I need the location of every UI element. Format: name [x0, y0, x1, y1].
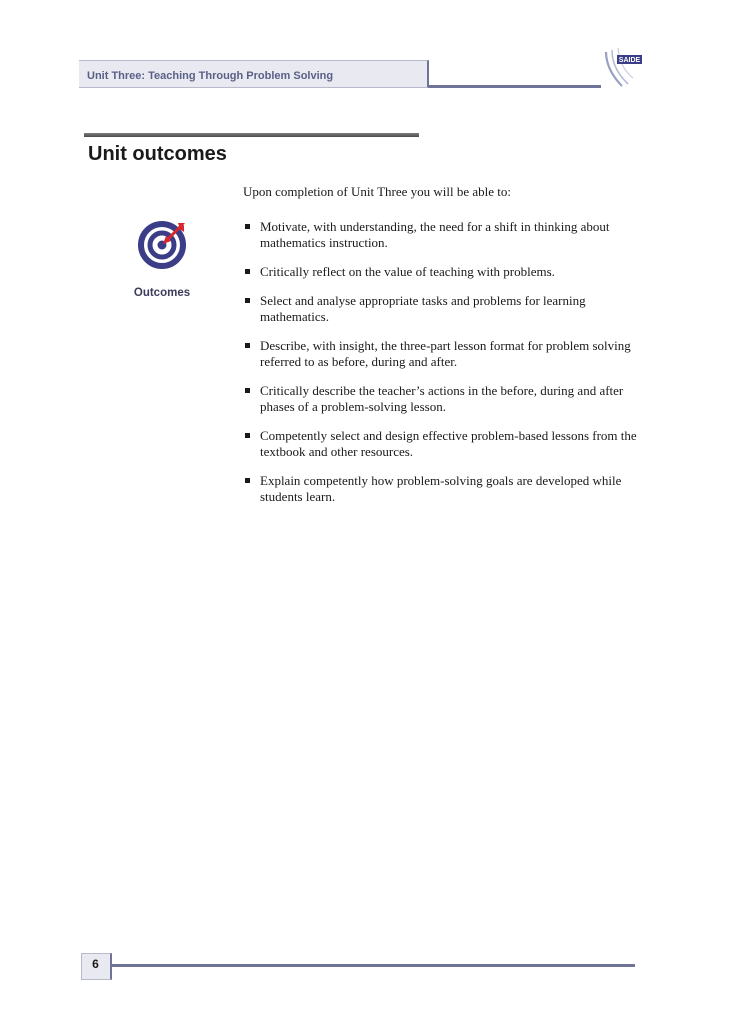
outcome-text: Describe, with insight, the three-part lesson format for problem solving referred to as before, during and after.: [260, 338, 631, 369]
outcome-text: Critically reflect on the value of teaching with problems.: [260, 264, 555, 279]
footer-rule: [112, 964, 635, 967]
outcomes-list: [243, 219, 643, 518]
running-header-title: Unit Three: Teaching Through Problem Solving: [87, 70, 334, 82]
bullet-icon: [245, 298, 250, 303]
list-item: [243, 428, 643, 460]
target-icon: [138, 217, 190, 269]
list-item: [243, 383, 643, 415]
header-rule: [429, 85, 601, 88]
list-item: [243, 219, 643, 251]
outcome-text: Select and analyse appropriate tasks and problems for learning mathematics.: [260, 293, 586, 324]
bullet-icon: [245, 388, 250, 393]
outcome-text: Motivate, with understanding, the need for a shift in thinking about mathematics instruction.: [260, 219, 610, 250]
bullet-icon: [245, 224, 250, 229]
outcome-text: Critically describe the teacher’s actions in the before, during and after phases of a problem-solving lesson.: [260, 383, 624, 414]
bullet-icon: [245, 433, 250, 438]
section-title: Unit outcomes: [88, 143, 227, 165]
list-item: [243, 473, 643, 505]
icon-caption: Outcomes: [133, 287, 191, 299]
list-item: [243, 293, 643, 325]
page-number: 6: [92, 957, 99, 971]
saide-logo: [600, 44, 644, 88]
bullet-icon: [245, 343, 250, 348]
list-item: [243, 338, 643, 370]
section-heading-rule: [84, 133, 419, 137]
bullet-icon: [245, 269, 250, 274]
bullet-icon: [245, 478, 250, 483]
outcome-text: Explain competently how problem-solving goals are developed while students learn.: [260, 473, 622, 504]
list-item: [243, 264, 643, 280]
outcome-text: Competently select and design effective problem-based lessons from the textbook and other resources.: [260, 428, 637, 459]
logo-text: SAIDE: [618, 57, 641, 65]
intro-text: Upon completion of Unit Three you will be able to:: [243, 184, 512, 199]
